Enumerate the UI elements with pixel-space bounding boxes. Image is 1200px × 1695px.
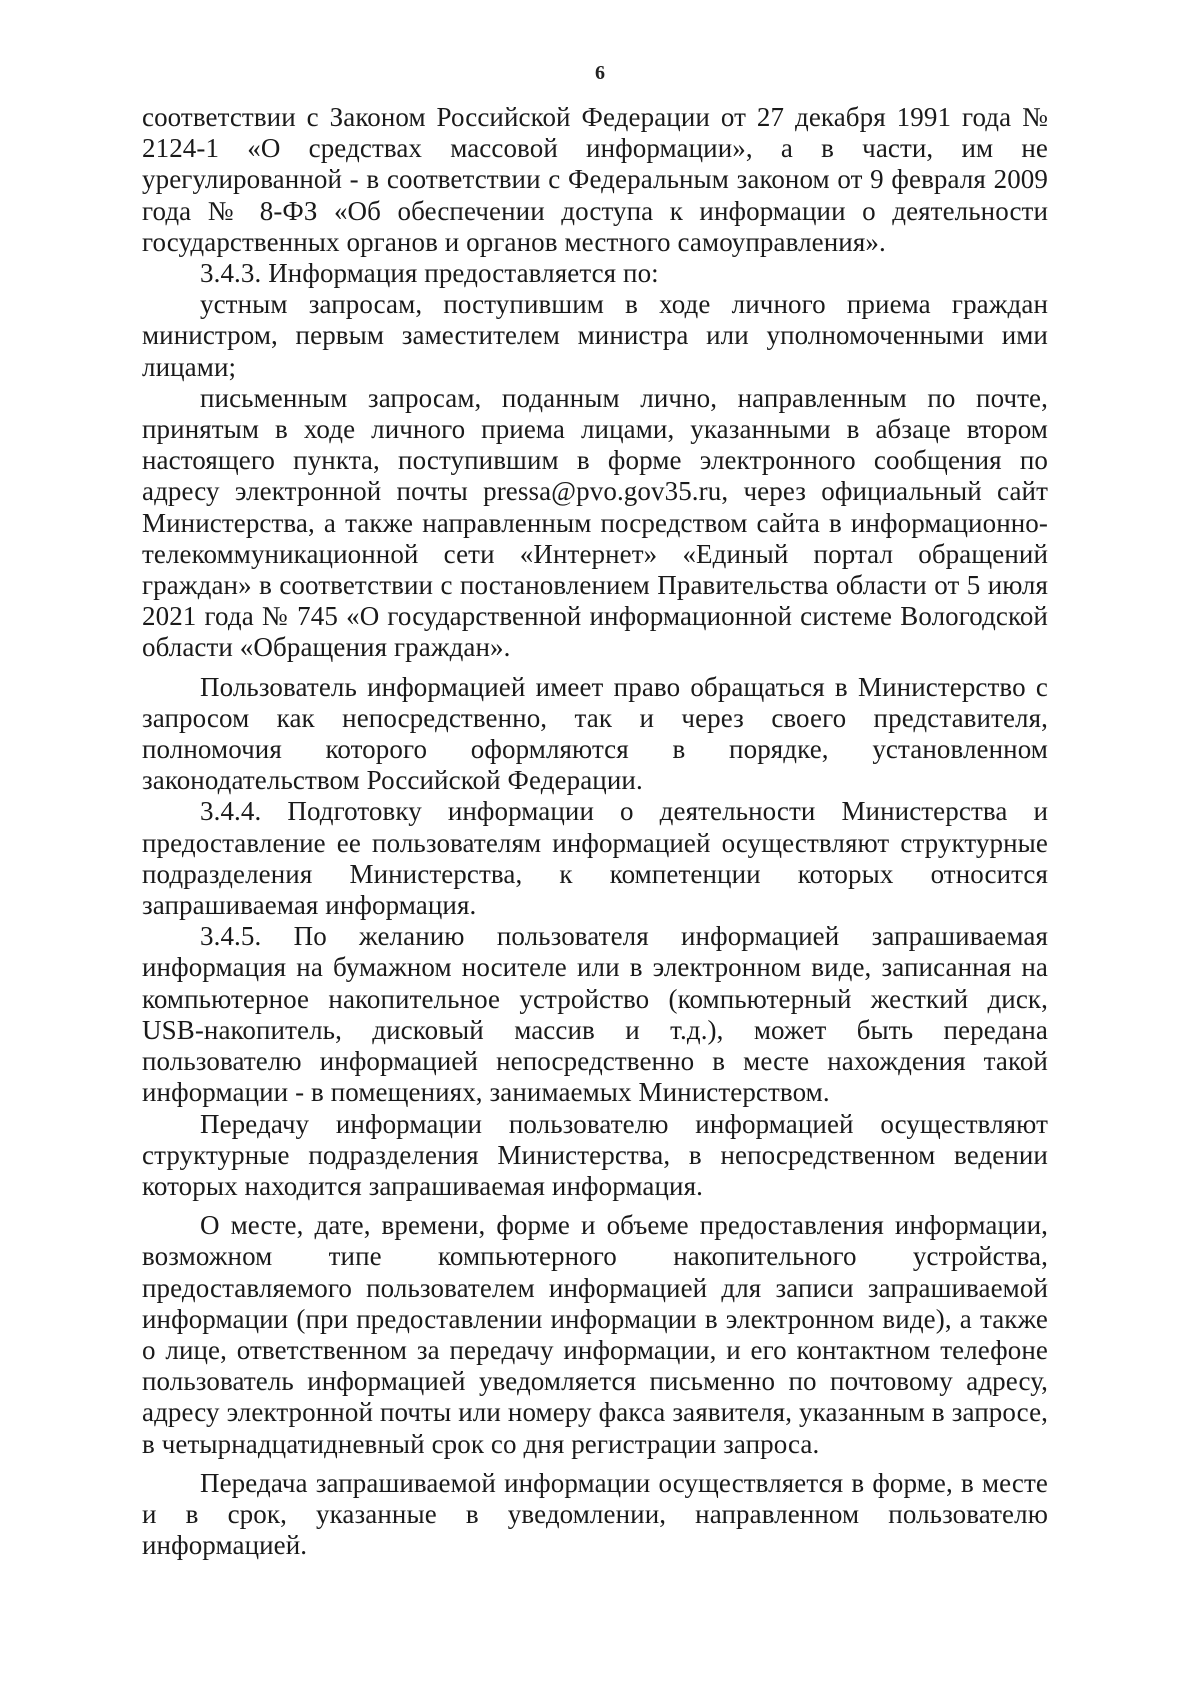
paragraph-3-4-3-heading: 3.4.3. Информация предоставляется по: (200, 258, 659, 289)
paragraph-oral-requests: устным запросам, поступившим в ходе личного приема граждан министром, первым заместителем министра или уполномоченными ими лицами; (142, 289, 1048, 382)
paragraph-final-transfer: Передача запрашиваемой информации осуществляется в форме, в месте и в срок, указанные в уведомлении, направленном пользователю информацией. (142, 1467, 1048, 1561)
page-number: 6 (595, 62, 605, 84)
document-body (142, 102, 1048, 1561)
paragraph-notification: О месте, дате, времени, форме и объеме предоставления информации, возможном типе компьютерного накопительного устройства, предоставляемого пользователем информацией для записи запрашиваемой информации (при предоставлении информации в электронном виде), а также о лице, ответственном за передачу информации, и его контактном телефоне пользователь информацией уведомляется письменно по почтовому адресу, адресу электронной почты или номеру факса заявителя, указанным в запросе, в четырнадцатидневный срок со дня регистрации запроса. (142, 1210, 1048, 1459)
paragraph-written-requests: письменным запросам, поданным лично, направленным по почте, принятым в ходе личного приема лицами, указанными в абзаце втором настоящего пункта, поступившим в форме электронного сообщения по адресу электронной почты pressa@pvo.gov35.ru, через официальный сайт Министерства, а также направленным посредством сайта в информационно-телекоммуникационной сети «Интернет» «Единый портал обращений граждан» в соответствии с постановлением Правительства области от 5 июля 2021 года № 745 «О государственной информационной системе Вологодской области «Обращения граждан». (142, 382, 1048, 663)
paragraph-transfer: Передачу информации пользователю информацией осуществляют структурные подразделения Министерства, в непосредственном ведении которых находится запрашиваемая информация. (142, 1108, 1048, 1201)
paragraph-3-4-5: 3.4.5. По желанию пользователя информацией запрашиваемая информация на бумажном носителе или в электронном виде, записанная на компьютерное накопительное устройство (компьютерный жесткий диск, USB-накопитель, дисковый массив и т.д.), может быть передана пользователю информацией непосредственно в месте нахождения такой информации - в помещениях, занимаемых Министерством. (142, 921, 1048, 1108)
paragraph-continuation: соответствии с Законом Российской Федерации от 27 декабря 1991 года № 2124-1 «О средствах массовой информации», а в части, им не урегулированной - в соответствии с Федеральным законом от 9 февраля 2009 года № 8-ФЗ «Об обеспечении доступа к информации о деятельности государственных органов и органов местного самоуправления». (142, 102, 1048, 257)
paragraph-user-rights: Пользователь информацией имеет право обращаться в Министерство с запросом как непосредственно, так и через своего представителя, полномочия которого оформляются в порядке, установленном законодательством Российской Федерации. (142, 671, 1048, 796)
paragraph-3-4-4: 3.4.4. Подготовку информации о деятельности Министерства и предоставление ее пользователям информацией осуществляют структурные подразделения Министерства, к компетенции которых относится запрашиваемая информация. (142, 796, 1048, 921)
